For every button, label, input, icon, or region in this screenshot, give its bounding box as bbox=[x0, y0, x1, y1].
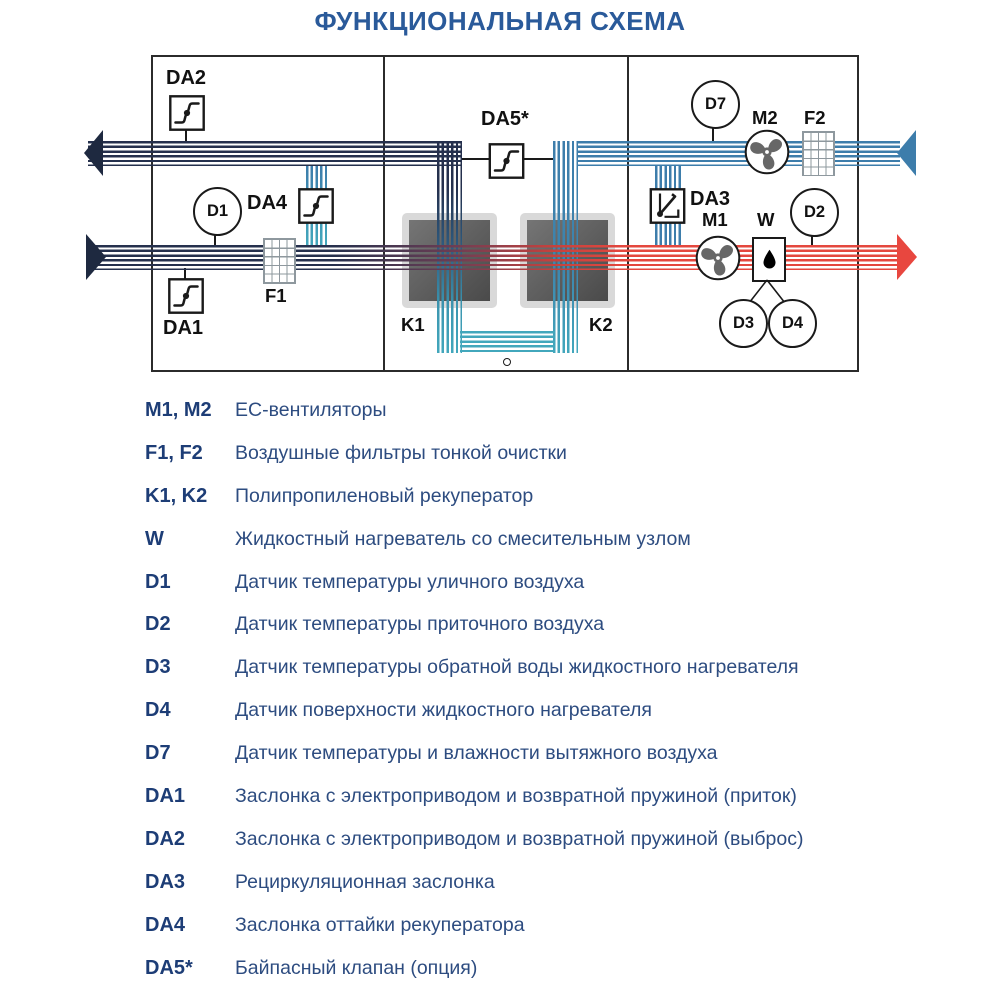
legend-row-da5 bbox=[145, 947, 945, 990]
page-title: ФУНКЦИОНАЛЬНАЯ СХЕМА bbox=[314, 6, 686, 36]
exhaust-duct bbox=[88, 141, 462, 166]
section-divider-right bbox=[627, 55, 629, 372]
legend-row-f bbox=[145, 432, 945, 475]
legend-row-d4 bbox=[145, 689, 945, 732]
sensor-d3-label: D3 bbox=[732, 314, 755, 332]
f1-filter-icon bbox=[263, 238, 296, 284]
legend bbox=[145, 389, 945, 989]
sensor-d2 bbox=[790, 188, 839, 237]
f2-label: F2 bbox=[804, 107, 826, 128]
da3-label: DA3 bbox=[690, 188, 731, 210]
f2-filter-icon bbox=[802, 131, 835, 176]
da5-bypass-damper-icon bbox=[488, 143, 525, 179]
m1-label: M1 bbox=[702, 209, 728, 230]
da2-label: DA2 bbox=[166, 67, 207, 89]
da3-recirculation-damper-icon bbox=[649, 188, 686, 224]
k1-label: K1 bbox=[401, 314, 425, 335]
extract-in-arrow-icon bbox=[897, 130, 916, 176]
legend-row-da1 bbox=[145, 775, 945, 818]
outdoor-in-arrow-icon bbox=[86, 234, 106, 280]
da2-damper-icon bbox=[169, 95, 205, 131]
legend-code: DA5* bbox=[145, 956, 193, 979]
f1-label: F1 bbox=[265, 285, 287, 306]
m2-fan-icon bbox=[744, 129, 790, 175]
legend-desc: Датчик температуры приточного воздуха bbox=[235, 613, 605, 636]
legend-desc: Заслонка оттайки рекуператора bbox=[235, 913, 525, 936]
legend-row-d3 bbox=[145, 646, 945, 689]
recuperator-bottom-duct bbox=[460, 331, 555, 353]
legend-desc: Рециркуляционная заслонка bbox=[235, 870, 495, 893]
da1-label: DA1 bbox=[163, 317, 204, 339]
legend-row-da3 bbox=[145, 861, 945, 904]
sensor-d1 bbox=[193, 187, 242, 236]
legend-code: DA1 bbox=[145, 784, 186, 807]
sensor-d1-label: D1 bbox=[206, 202, 229, 220]
sensor-d3 bbox=[719, 299, 768, 348]
sensor-d7 bbox=[691, 80, 740, 129]
section-divider-left bbox=[383, 55, 385, 372]
legend-code: D3 bbox=[145, 656, 171, 679]
legend-code: D4 bbox=[145, 699, 171, 722]
legend-row-d1 bbox=[145, 561, 945, 604]
legend-desc: Датчик температуры обратной воды жидкостного нагревателя bbox=[235, 656, 799, 679]
legend-code: DA4 bbox=[145, 913, 186, 936]
legend-code: W bbox=[145, 527, 164, 550]
legend-desc: Датчик поверхности жидкостного нагревателя bbox=[235, 699, 652, 722]
droplet-icon bbox=[761, 248, 778, 272]
legend-code: DA3 bbox=[145, 870, 186, 893]
sensor-d2-label: D2 bbox=[803, 203, 826, 221]
legend-desc: Датчик температуры уличного воздуха bbox=[235, 570, 585, 593]
drain-port-icon bbox=[503, 358, 511, 366]
m1-fan-icon bbox=[695, 235, 741, 281]
da4-label: DA4 bbox=[247, 192, 288, 214]
legend-desc: Датчик температуры и влажности вытяжного воздуха bbox=[235, 742, 718, 765]
legend-desc: Полипропиленовый рекуператор bbox=[235, 484, 534, 507]
legend-code: M1, M2 bbox=[145, 398, 212, 421]
legend-code: D1 bbox=[145, 570, 171, 593]
da4-damper-icon bbox=[298, 188, 334, 224]
legend-code: D7 bbox=[145, 742, 171, 765]
legend-desc: ЕС-вентиляторы bbox=[235, 398, 387, 421]
supply-out-arrow-icon bbox=[897, 234, 917, 280]
legend-desc: Байпасный клапан (опция) bbox=[235, 956, 478, 979]
legend-code: K1, K2 bbox=[145, 484, 208, 507]
legend-code: F1, F2 bbox=[145, 441, 203, 464]
legend-desc: Заслонка с электроприводом и возвратной пружиной (выброс) bbox=[235, 827, 804, 850]
legend-code: D2 bbox=[145, 613, 171, 636]
legend-row-da4 bbox=[145, 904, 945, 947]
legend-row-d7 bbox=[145, 732, 945, 775]
sensor-d4-label: D4 bbox=[781, 314, 804, 332]
legend-row-d2 bbox=[145, 603, 945, 646]
legend-row-m bbox=[145, 389, 945, 432]
legend-desc: Воздушные фильтры тонкой очистки bbox=[235, 441, 567, 464]
legend-desc: Заслонка с электроприводом и возвратной пружиной (приток) bbox=[235, 784, 797, 807]
legend-row-k bbox=[145, 475, 945, 518]
legend-desc: Жидкостный нагреватель со смесительным узлом bbox=[235, 527, 691, 550]
k2-label: K2 bbox=[589, 314, 613, 335]
m2-label: M2 bbox=[752, 107, 778, 128]
w-heater bbox=[752, 237, 786, 282]
da1-damper-icon bbox=[168, 278, 204, 314]
legend-row-da2 bbox=[145, 818, 945, 861]
sensor-d4 bbox=[768, 299, 817, 348]
sensor-d7-label: D7 bbox=[704, 95, 727, 113]
w-label: W bbox=[757, 209, 775, 230]
legend-code: DA2 bbox=[145, 827, 186, 850]
extract-duct bbox=[578, 141, 900, 166]
exhaust-out-arrow-icon bbox=[84, 130, 103, 176]
da5-label: DA5* bbox=[481, 108, 529, 130]
legend-row-w bbox=[145, 518, 945, 561]
